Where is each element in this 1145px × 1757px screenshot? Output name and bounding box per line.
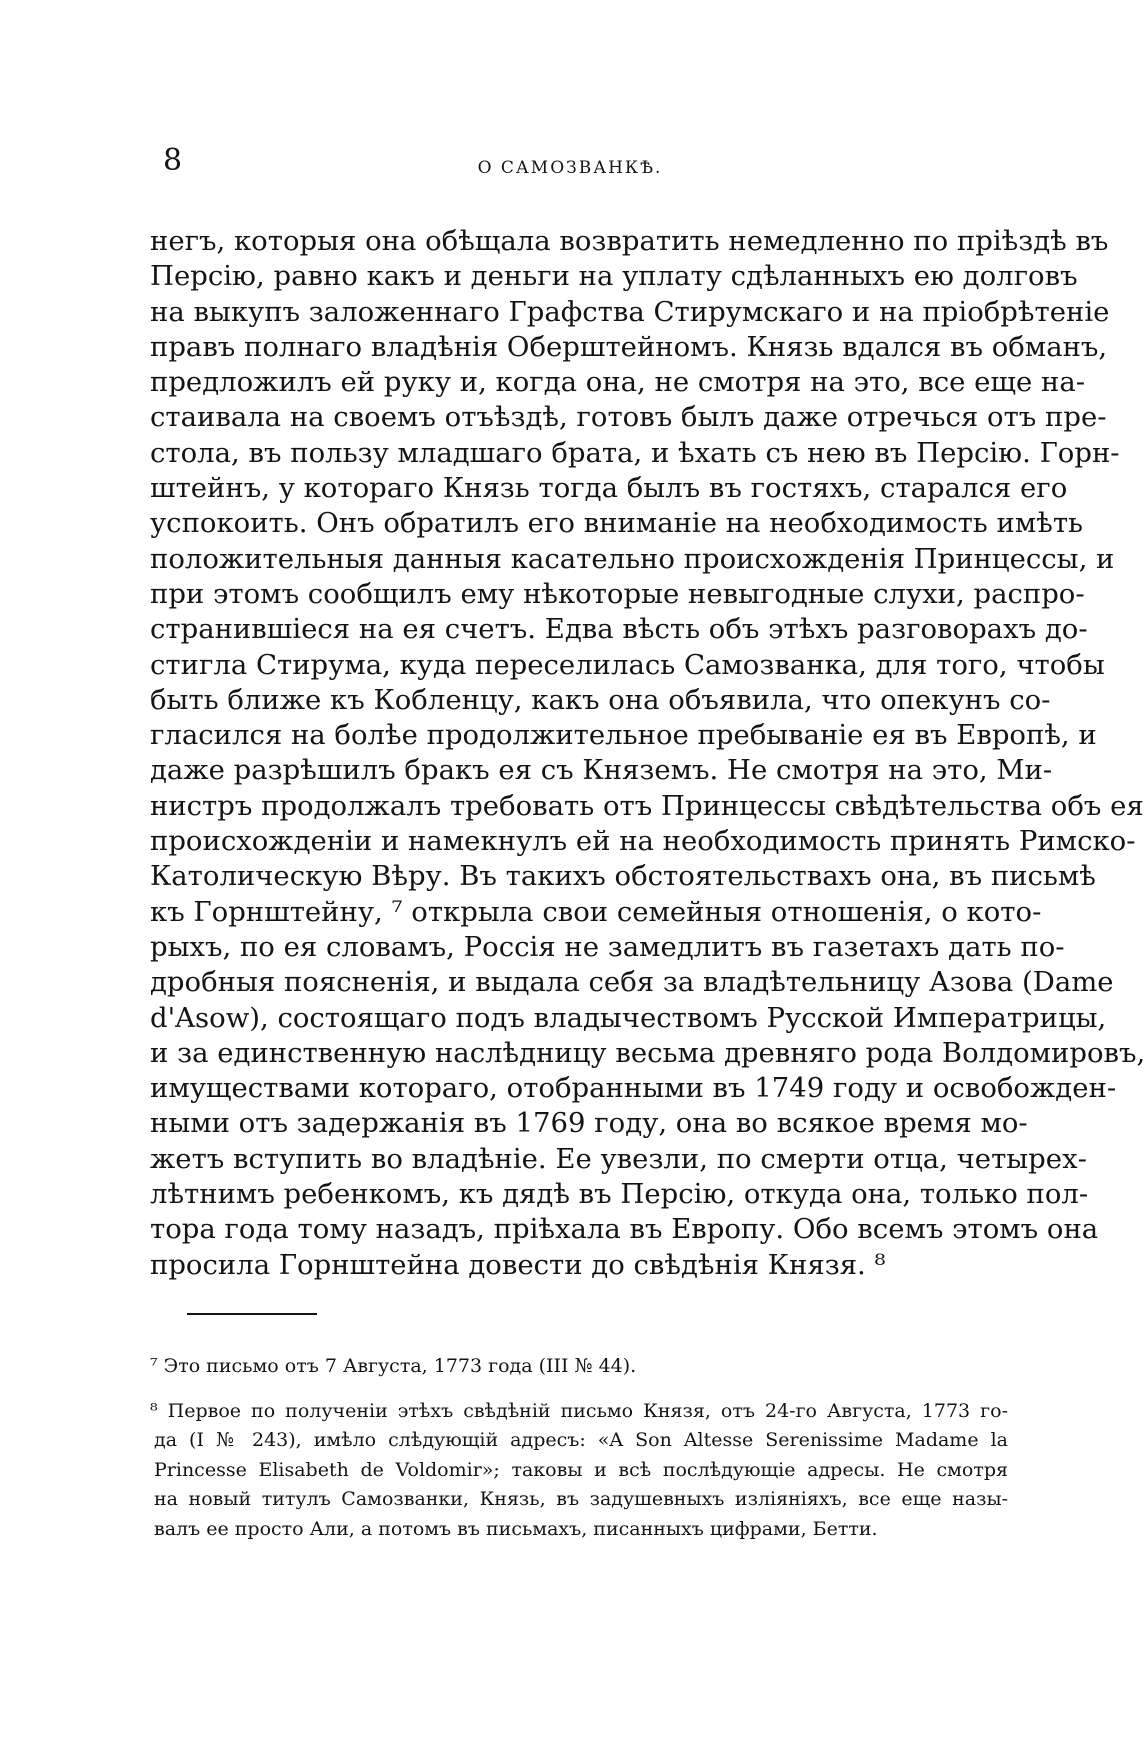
text-line: жетъ вступить во владѣніе. Ее увезли, по смерти отца, четырех- (150, 1142, 1087, 1175)
footnotes-block (150, 1352, 1008, 1544)
footnote-8-line: валъ ее просто Али, а потомъ въ письмахъ, писанныхъ цифрами, Бетти. (154, 1517, 878, 1540)
footnote-separator (187, 1313, 317, 1315)
text-line: дробныя поясненія, и выдала себя за владѣтельницу Азова (Dame (150, 966, 1114, 999)
text-line: ными отъ задержанія въ 1769 году, она во всякое время мо- (150, 1107, 1028, 1140)
text-line: стаивала на своемъ отъѣздѣ, готовъ былъ даже отречься отъ пре- (150, 401, 1107, 434)
text-line: лѣтнимъ ребенкомъ, къ дядѣ въ Персію, откуда она, только пол- (150, 1178, 1089, 1211)
text-line: штейнъ, у котораго Князь тогда былъ въ гостяхъ, старался его (150, 472, 1068, 505)
footnote-8-line: Princesse Elisabeth de Voldomir»; таковы и всѣ послѣдующіе адресы. Не смотря (154, 1458, 1008, 1481)
text-line: и за единственную наслѣдницу весьма древняго рода Волдомировъ, (150, 1036, 1145, 1069)
text-line: даже разрѣшилъ бракъ ея съ Княземъ. Не смотря на это, Ми- (150, 754, 1053, 787)
text-line: стигла Стирума, куда переселилась Самозванка, для того, чтобы (150, 648, 1105, 681)
text-line: нистръ продолжалъ требовать отъ Принцессы свѣдѣтельства объ ея (150, 789, 1144, 822)
text-line: негъ, которыя она обѣщала возвратить немедленно по пріѣздѣ въ (150, 225, 1109, 257)
text-line: имуществами котораго, отобранными въ 1749 году и освобожден- (150, 1072, 1117, 1105)
text-line: правъ полнаго владѣнія Оберштейномъ. Князь вдался въ обманъ, (150, 330, 1108, 363)
footnote-7: ⁷ Это письмо отъ 7 Августа, 1773 года (III № 44). (150, 1355, 637, 1377)
footnote-8-line: да (I № 243), имѣло слѣдующій адресъ: «A Son Altesse Serenissime Madame la (154, 1429, 1008, 1451)
text-line-last: просила Горнштейна довести до свѣдѣнія Князя. ⁸ (150, 1248, 886, 1281)
text-line: на выкупъ заложеннаго Графства Стирумскаго и на пріобрѣтеніе (150, 295, 1110, 328)
text-line: положительныя данныя касательно происхожденія Принцессы, и (150, 542, 1115, 575)
main-text-block (150, 224, 1145, 1283)
page-number: 8 (163, 143, 183, 178)
text-line: странившіеся на ея счетъ. Едва вѣсть объ этѣхъ разговорахъ до- (150, 613, 1088, 646)
text-line: быть ближе къ Кобленцу, какъ она объявила, что опекунъ со- (150, 683, 1051, 716)
text-line: d'Asow), состоящаго подъ владычествомъ Русской Императрицы, (150, 1001, 1107, 1034)
running-title: О САМОЗВАНКѢ. (477, 158, 663, 178)
text-line: гласился на болѣе продолжительное пребываніе ея въ Европѣ, и (150, 719, 1097, 752)
text-line: Персію, равно какъ и деньги на уплату сдѣланныхъ ею долговъ (150, 260, 1078, 293)
text-line: къ Горнштейну, ⁷ открыла свои семейныя отношенія, о кото- (150, 895, 1042, 928)
footnote-gap (150, 1382, 1008, 1397)
text-line: предложилъ ей руку и, когда она, не смотря на это, все еще на- (150, 366, 1086, 399)
text-line: тора года тому назадъ, пріѣхала въ Европу. Обо всемъ этомъ она (150, 1213, 1099, 1246)
footnote-8-line: на новый титулъ Самозванки, Князь, въ задушевныхъ излiяніяхъ, все еще назы- (154, 1488, 1008, 1510)
text-line: происхожденіи и намекнулъ ей на необходимость принять Римско- (150, 825, 1136, 858)
text-line: при этомъ сообщилъ ему нѣкоторые невыгодные слухи, распро- (150, 577, 1085, 610)
text-line: рыхъ, по ея словамъ, Россія не замедлитъ въ газетахъ дать по- (150, 930, 1065, 963)
footnote-8-line: ⁸ Первое по полученіи этѣхъ свѣдѣній письмо Князя, отъ 24-го Августа, 1773 го- (150, 1399, 1008, 1422)
text-line: успокоить. Онъ обратилъ его вниманіе на необходимость имѣть (150, 507, 1083, 540)
text-line: Католическую Вѣру. Въ такихъ обстоятельствахъ она, въ письмѣ (150, 860, 1096, 893)
text-line: стола, въ пользу младшаго брата, и ѣхать съ нею въ Персію. Горн- (150, 436, 1120, 469)
